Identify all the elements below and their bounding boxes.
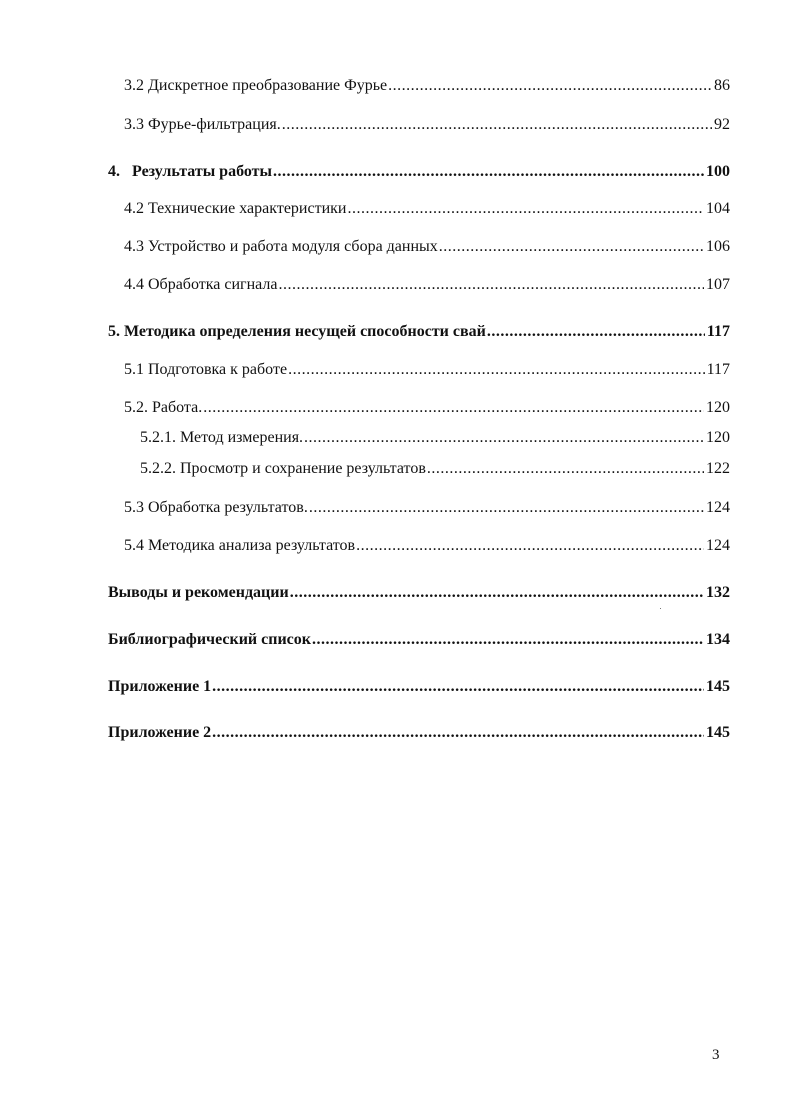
toc-entry-title: 5.2. Работа. [124,399,203,416]
toc-leader-dots [427,459,704,479]
toc-entry-title: 5.2.2. Просмотр и сохранение результатов [140,460,426,477]
toc-leader-dots [347,199,704,219]
toc-leader-dots [282,115,712,135]
toc-entry-title: 4.2 Технические характеристики [124,200,347,217]
toc-entry-page: 117 [706,323,730,340]
toc-entry-4-2[interactable] [124,199,730,219]
toc-leader-dots [278,275,704,295]
toc-entry-title: 3.2 Дискретное преобразование Фурье [124,77,388,94]
toc-entry-page: 120 [706,429,730,446]
toc-leader-dots [388,76,712,96]
toc-entry-4[interactable] [108,162,730,182]
toc-entry-page: 104 [706,200,730,217]
toc-leader-dots [203,398,704,418]
toc-leader-dots [309,498,704,518]
toc-entry-title: 5.1 Подготовка к работе [124,361,288,378]
toc-entry-title: 5.4 Методика анализа результатов [124,537,356,554]
toc-entry-page: 122 [706,460,730,477]
toc-entry-page: 124 [706,499,730,516]
toc-entry-title: 4.4 Обработка сигнала [124,276,278,293]
toc-leader-dots [356,536,704,556]
toc-entry-page: 145 [706,724,730,741]
toc-leader-dots [288,360,705,380]
toc-entry-conclusions[interactable] [108,583,730,603]
toc-entry-page: 124 [706,537,730,554]
toc-entry-5[interactable] [108,322,730,342]
toc-entry-page: 132 [706,584,730,601]
toc-entry-page: 92 [714,116,730,133]
toc-leader-dots [273,162,704,182]
toc-entry-page: 107 [706,276,730,293]
scan-speck [660,608,661,609]
toc-entry-page: 120 [706,399,730,416]
toc-entry-5-2-2[interactable] [140,459,730,479]
toc-leader-dots [290,583,704,603]
toc-entry-3-3[interactable] [124,115,730,135]
toc-entry-appendix-1[interactable] [108,677,730,697]
toc-entry-title: 4.3 Устройство и работа модуля сбора данных [124,238,438,255]
toc-entry-page: 134 [706,631,730,648]
toc-entry-4-3[interactable] [124,237,730,257]
toc-entry-title: Приложение 1 [108,678,212,695]
toc-entry-3-2[interactable] [124,76,730,96]
toc-entry-title: 5.3 Обработка результатов. [124,499,308,516]
toc-entry-page: 100 [706,163,730,180]
toc-entry-5-2[interactable] [124,398,730,418]
toc-entry-bibliography[interactable] [108,630,730,650]
toc-entry-page: 86 [714,77,730,94]
toc-entry-5-4[interactable] [124,536,730,556]
toc-leader-dots [487,322,705,342]
toc-leader-dots [212,677,704,697]
page-number: 3 [712,1047,720,1063]
toc-entry-5-3[interactable] [124,498,730,518]
toc-entry-appendix-2[interactable] [108,723,730,743]
toc-entry-title: 5. Методика определения несущей способности свай [108,323,486,340]
toc-entry-title: Выводы и рекомендации [108,584,289,601]
toc-entry-title: Приложение 2 [108,724,212,741]
toc-leader-dots [439,237,704,257]
toc-entry-page: 145 [706,678,730,695]
toc-entry-5-1[interactable] [124,360,730,380]
toc-entry-page: 117 [706,361,730,378]
toc-entry-page: 106 [706,238,730,255]
toc-entry-title: Библиографический список [108,631,311,648]
toc-leader-dots [304,428,704,448]
toc-leader-dots [212,723,704,743]
toc-entry-4-4[interactable] [124,275,730,295]
toc-entry-title: 5.2.1. Метод измерения. [140,429,304,446]
toc-entry-title: 4. Результаты работы [108,163,273,180]
toc-leader-dots [312,630,704,650]
toc-entry-5-2-1[interactable] [140,428,730,448]
toc-entry-title: 3.3 Фурье-фильтрация. [124,116,281,133]
